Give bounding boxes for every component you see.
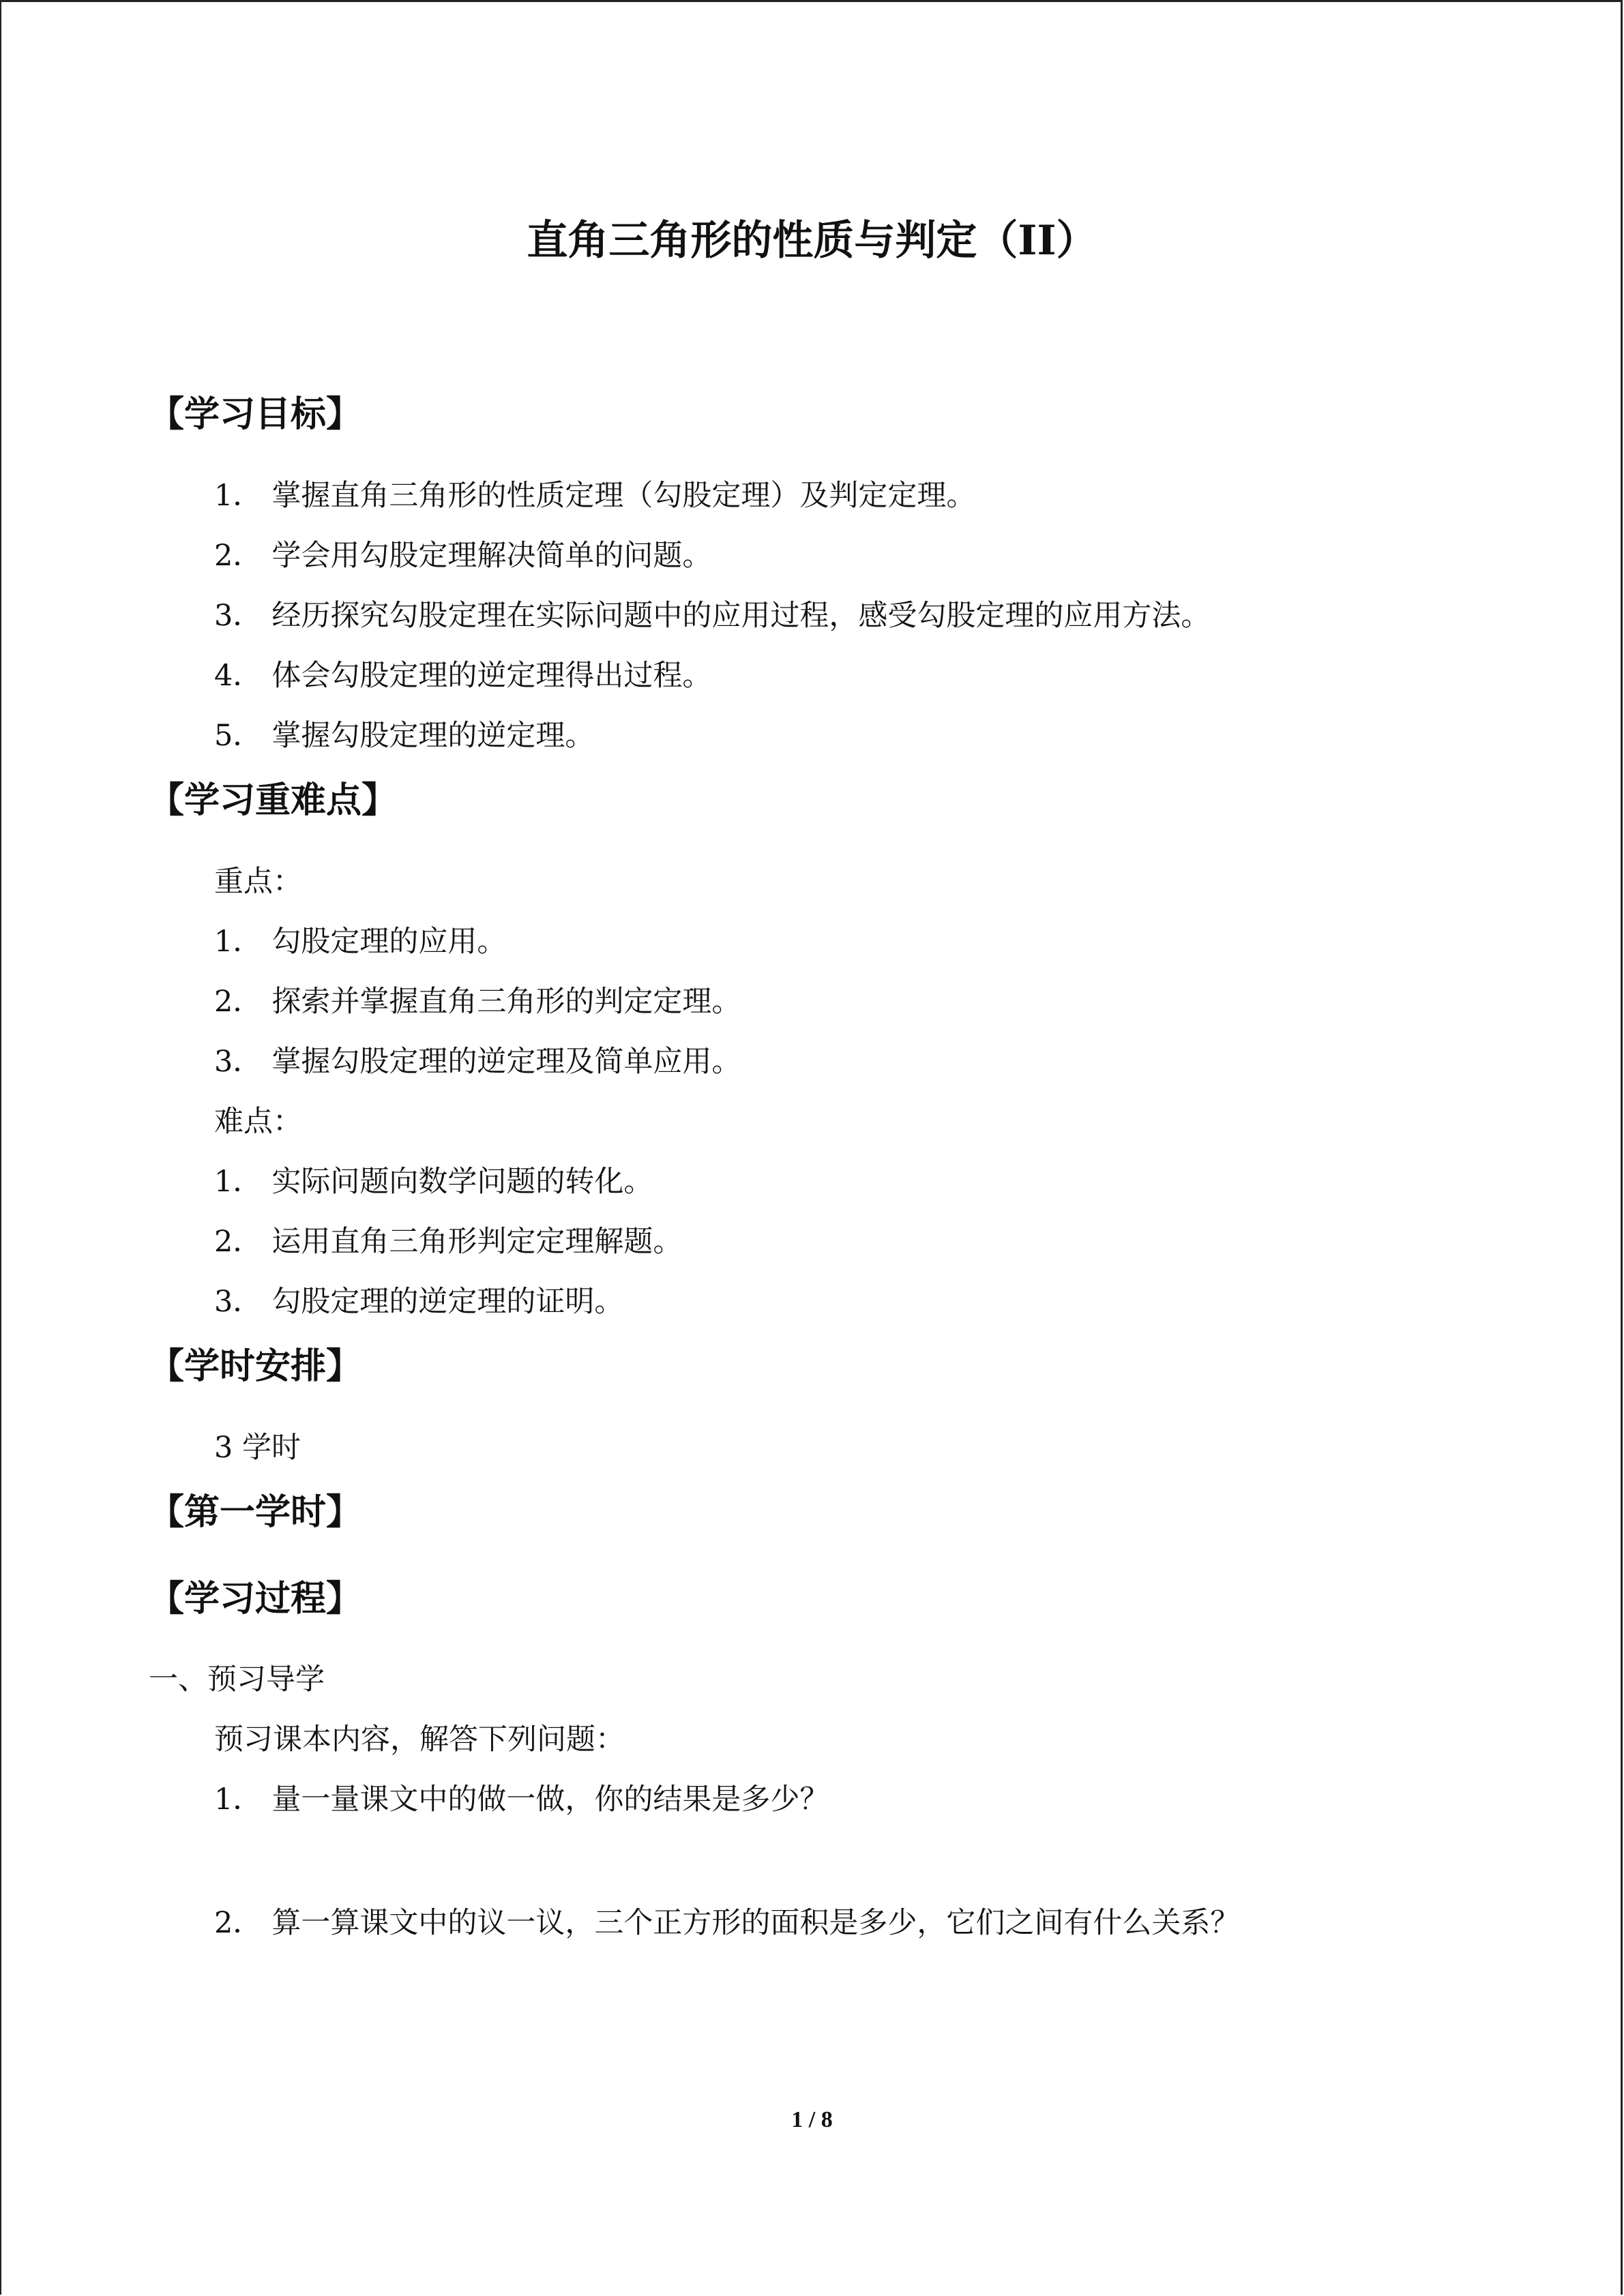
item-text: 经历探究勾股定理在实际问题中的应用过程，感受勾股定理的应用方法。: [271, 599, 1211, 633]
focus-item-3: [214, 1041, 741, 1082]
heading-schedule: 【学时安排】: [149, 1346, 362, 1387]
heading-objectives: 【学习目标】: [149, 394, 362, 435]
focus-label: 重点：: [214, 865, 302, 899]
item-number: 1．: [214, 1783, 263, 1817]
item-number: 4．: [214, 659, 263, 693]
objective-item-3: [214, 595, 1210, 636]
objective-item-2: [214, 535, 711, 576]
item-text: 探索并掌握直角三角形的判定定理。: [271, 985, 741, 1019]
focus-item-2: [214, 981, 741, 1022]
focus-item-1: [214, 921, 506, 962]
objective-item-5: [214, 715, 594, 756]
item-number: 2．: [214, 1906, 263, 1940]
item-text: 量一量课文中的做一做，你的结果是多少？: [271, 1783, 829, 1817]
item-number: 1．: [214, 479, 263, 513]
item-text: 体会勾股定理的逆定理得出过程。: [271, 659, 712, 693]
difficulty-item-1: [214, 1161, 653, 1202]
item-text: 运用直角三角形判定定理解题。: [271, 1225, 683, 1259]
item-text: 掌握勾股定理的逆定理及简单应用。: [271, 1045, 741, 1079]
item-text: 学会用勾股定理解决简单的问题。: [271, 539, 712, 573]
objective-item-4: [214, 655, 711, 696]
heading-first-period: 【第一学时】: [149, 1492, 362, 1533]
objective-item-1: [214, 475, 975, 516]
item-number: 1．: [214, 1165, 263, 1199]
item-number: 2．: [214, 539, 263, 573]
item-number: 3．: [214, 1285, 263, 1319]
part1-title: 一、预习导学: [149, 1663, 325, 1697]
item-number: 5．: [214, 719, 263, 753]
difficulty-item-2: [214, 1221, 682, 1262]
difficulty-label: 难点：: [214, 1105, 302, 1139]
process-intro: 预习课本内容，解答下列问题：: [214, 1723, 625, 1757]
heading-process: 【学习过程】: [149, 1579, 362, 1620]
item-number: 2．: [214, 985, 263, 1019]
item-number: 3．: [214, 599, 263, 633]
item-text: 勾股定理的应用。: [271, 925, 507, 959]
question-2: [214, 1903, 1239, 1943]
document-title: 直角三角形的性质与判定（II）: [527, 217, 1097, 265]
page-number: 1 / 8: [791, 2107, 833, 2132]
item-text: 掌握直角三角形的性质定理（勾股定理）及判定定理。: [271, 479, 976, 513]
item-text: 掌握勾股定理的逆定理。: [271, 719, 595, 753]
item-text: 算一算课文中的议一议，三个正方形的面积是多少，它们之间有什么关系？: [271, 1906, 1240, 1940]
item-number: 1．: [214, 925, 263, 959]
difficulty-item-3: [214, 1281, 623, 1322]
heading-key-points: 【学习重难点】: [149, 780, 398, 821]
item-text: 勾股定理的逆定理的证明。: [271, 1285, 624, 1319]
question-1: [214, 1779, 829, 1820]
item-text: 实际问题向数学问题的转化。: [271, 1165, 653, 1199]
schedule-text: 3 学时: [214, 1431, 301, 1465]
item-number: 2．: [214, 1225, 263, 1259]
item-number: 3．: [214, 1045, 263, 1079]
